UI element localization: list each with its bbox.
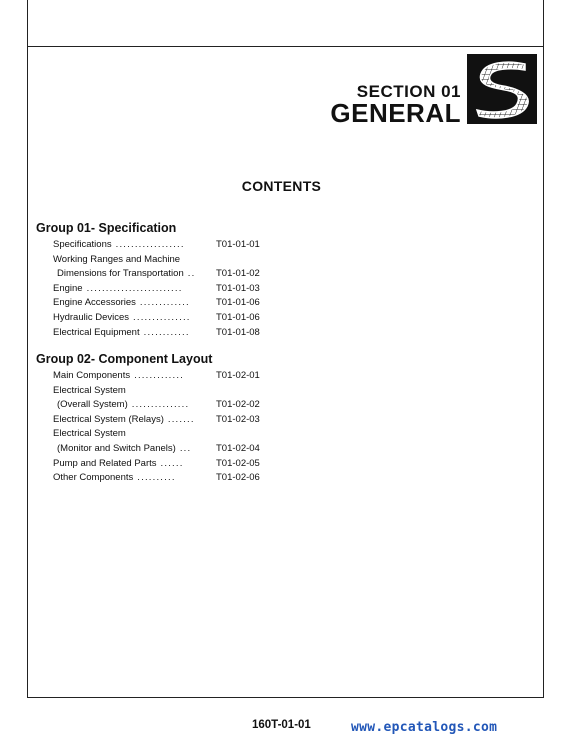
entry-page-code: T01-02-04 (216, 442, 260, 454)
entry-text: Pump and Related Parts (53, 457, 157, 469)
section-s-emblem-icon (467, 54, 537, 124)
dot-leader: ......................... (86, 282, 183, 294)
entry-page-code: T01-02-06 (216, 472, 260, 484)
entry-text: Electrical System (53, 384, 126, 396)
entry-page-code: T01-01-02 (216, 268, 260, 280)
entry-page-code: T01-02-01 (216, 370, 260, 381)
entry-label (57, 399, 189, 410)
dot-leader: ............... (133, 311, 191, 323)
contents-entry (36, 268, 306, 283)
entry-page-code: T01-02-02 (216, 399, 260, 411)
group-title: Group 01- Specification (36, 221, 177, 235)
contents-entry (36, 458, 306, 473)
entry-text: Dimensions for Transportation (57, 268, 184, 280)
group-component-layout (36, 352, 306, 487)
contents-entry (36, 283, 306, 298)
entry-label (53, 458, 184, 469)
entry-text: Engine Accessories (53, 297, 136, 309)
site-link[interactable]: www.epcatalogs.com (351, 720, 498, 735)
entry-text: (Overall System) (57, 399, 128, 411)
dot-leader: .......... (137, 472, 176, 484)
entry-label (53, 414, 195, 425)
entry-page-code: T01-01-03 (216, 282, 260, 294)
entry-label (53, 283, 183, 294)
entry-label (53, 428, 126, 439)
contents-entry (36, 472, 306, 487)
contents-entry (36, 239, 306, 254)
entry-text: Electrical Equipment (53, 326, 140, 338)
dot-leader: ............ (143, 326, 190, 338)
entry-label (53, 370, 184, 381)
group-specification (36, 221, 306, 341)
dot-leader: ............... (131, 399, 190, 411)
entry-text: Other Components (53, 472, 134, 484)
contents-entry (36, 443, 306, 458)
entry-page-code: T01-01-06 (216, 297, 260, 309)
dot-leader: .. (187, 268, 196, 280)
entry-text: Electrical System (Relays) (53, 413, 164, 425)
dot-leader: ....... (167, 413, 195, 425)
entry-label (57, 268, 195, 279)
entry-text: Specifications (53, 239, 112, 250)
entry-text: Electrical System (53, 428, 126, 440)
entry-text: (Monitor and Switch Panels) (57, 442, 176, 454)
contents-entry (36, 414, 306, 429)
entry-label (57, 443, 191, 454)
entry-label (53, 312, 191, 323)
dot-leader: .................. (115, 239, 185, 250)
entry-label (53, 385, 126, 396)
contents-entry (36, 385, 306, 400)
entry-label (53, 297, 190, 308)
entry-page-code: T01-01-01 (216, 239, 260, 250)
entry-page-code: T01-01-08 (216, 326, 260, 338)
dot-leader: ...... (160, 457, 184, 469)
contents-entry (36, 370, 306, 385)
contents-title: CONTENTS (241, 178, 322, 194)
entry-text: Working Ranges and Machine (53, 253, 181, 265)
section-title: GENERAL (330, 98, 461, 128)
dot-leader: ............. (139, 297, 190, 309)
page-code: 160T-01-01 (252, 719, 311, 731)
contents-entry (36, 428, 306, 443)
entry-text: Hydraulic Devices (53, 311, 130, 323)
header-rule (27, 46, 544, 47)
contents-entry (36, 312, 306, 327)
contents-entry (36, 399, 306, 414)
entry-label (53, 472, 176, 483)
section-label: SECTION 01 (356, 82, 461, 101)
contents-entry (36, 297, 306, 312)
group-title: Group 02- Component Layout (36, 352, 213, 366)
entry-label (53, 254, 180, 265)
contents-entry (36, 254, 306, 269)
entry-page-code: T01-02-05 (216, 457, 260, 469)
dot-leader: ............. (134, 370, 185, 381)
dot-leader: ... (179, 442, 192, 454)
contents-entry (36, 327, 306, 342)
entry-label (53, 327, 190, 338)
entry-page-code: T01-01-06 (216, 311, 260, 323)
entry-text: Main Components (53, 370, 131, 381)
entry-text: Engine (53, 282, 83, 294)
entry-label (53, 239, 185, 250)
entry-page-code: T01-02-03 (216, 413, 260, 425)
